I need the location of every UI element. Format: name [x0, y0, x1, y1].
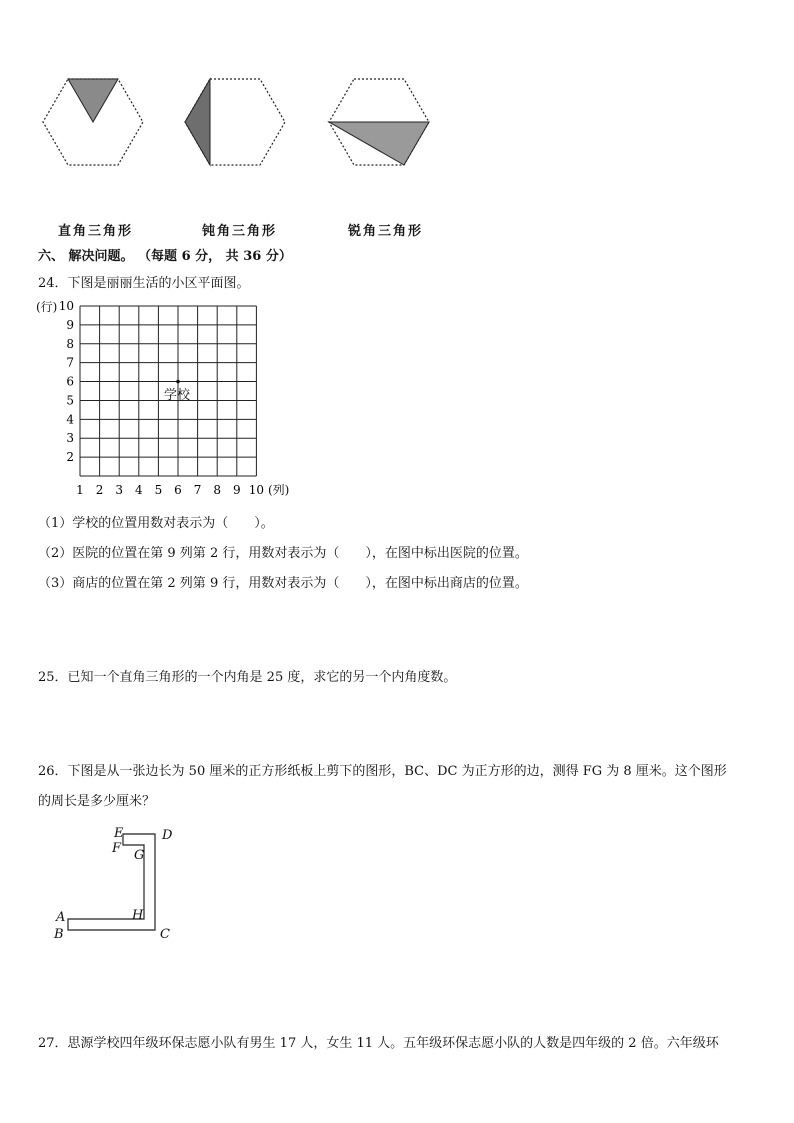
point-A: A — [56, 910, 66, 925]
q24-sub1: （1）学校的位置用数对表示为（ ）。 — [38, 516, 274, 531]
point-E: E — [114, 826, 124, 841]
col-tick-label: 4 — [134, 483, 143, 497]
col-tick-label: 6 — [174, 483, 182, 497]
row-tick-label: 4 — [66, 412, 74, 427]
hexagon-right-triangle-figure — [40, 76, 146, 168]
point-G: G — [134, 848, 145, 863]
point-H: H — [132, 908, 144, 923]
q24-sub2: （2）医院的位置在第 9 列第 2 行，用数对表示为（ ），在图中标出医院的位置。 — [38, 546, 528, 561]
point-F: F — [112, 841, 122, 856]
col-tick-label: 2 — [95, 483, 104, 497]
hexagon-obtuse-triangle-figure — [182, 76, 288, 168]
row-tick-label: 8 — [66, 336, 74, 351]
row-tick-label: 6 — [66, 374, 74, 389]
row-tick-label: 3 — [66, 431, 74, 446]
col-tick-label: 8 — [213, 483, 222, 497]
row-tick-label: 10 — [58, 299, 74, 313]
point-D: D — [162, 828, 173, 843]
school-point — [176, 380, 180, 384]
q26-text-line1: 26．下图是从一张边长为 50 厘米的正方形纸板上剪下的图形，BC、DC 为正方形的边，测得 FG 为 8 厘米。这个图形 — [38, 764, 727, 779]
caption-obtuse-triangle: 钝角三角形 — [202, 224, 278, 239]
caption-right-triangle: 直角三角形 — [58, 224, 134, 239]
q24-coordinate-grid — [36, 298, 306, 503]
school-label: 学校 — [164, 388, 191, 403]
row-tick-label: 5 — [66, 393, 74, 408]
q25-text: 25．已知一个直角三角形的一个内角是 25 度，求它的另一个内角度数。 — [38, 670, 457, 685]
q24-text: 24．下图是丽丽生活的小区平面图。 — [38, 276, 250, 291]
col-tick-label: 7 — [193, 483, 202, 497]
point-C: C — [160, 927, 170, 942]
point-B: B — [54, 927, 64, 942]
col-tick-label: 9 — [232, 483, 241, 497]
section-heading: 六、 解决问题。 （每题 6 分， 共 36 分） — [38, 249, 292, 264]
col-tick-label: 1 — [76, 483, 84, 497]
q24-sub3: （3）商店的位置在第 2 列第 9 行，用数对表示为（ ），在图中标出商店的位置。 — [38, 576, 528, 591]
caption-acute-triangle: 锐角三角形 — [348, 224, 424, 239]
q26-l-shape-figure — [50, 822, 190, 947]
col-tick-label: 3 — [115, 483, 124, 497]
hexagon-acute-triangle-figure — [326, 76, 432, 168]
row-axis-label: (行) — [36, 300, 58, 314]
row-tick-label: 9 — [66, 317, 74, 332]
row-tick-label: 2 — [66, 450, 74, 465]
col-tick-label: 10 — [248, 483, 265, 497]
col-axis-label: (列) — [268, 483, 290, 497]
row-tick-label: 7 — [66, 355, 74, 370]
q26-text-line2: 的周长是多少厘米？ — [38, 794, 156, 809]
q27-text: 27．思源学校四年级环保志愿小队有男生 17 人，女生 11 人。五年级环保志愿小队的人数是四年级的 2 倍。六年级环 — [38, 1036, 719, 1051]
col-tick-label: 5 — [154, 483, 163, 497]
